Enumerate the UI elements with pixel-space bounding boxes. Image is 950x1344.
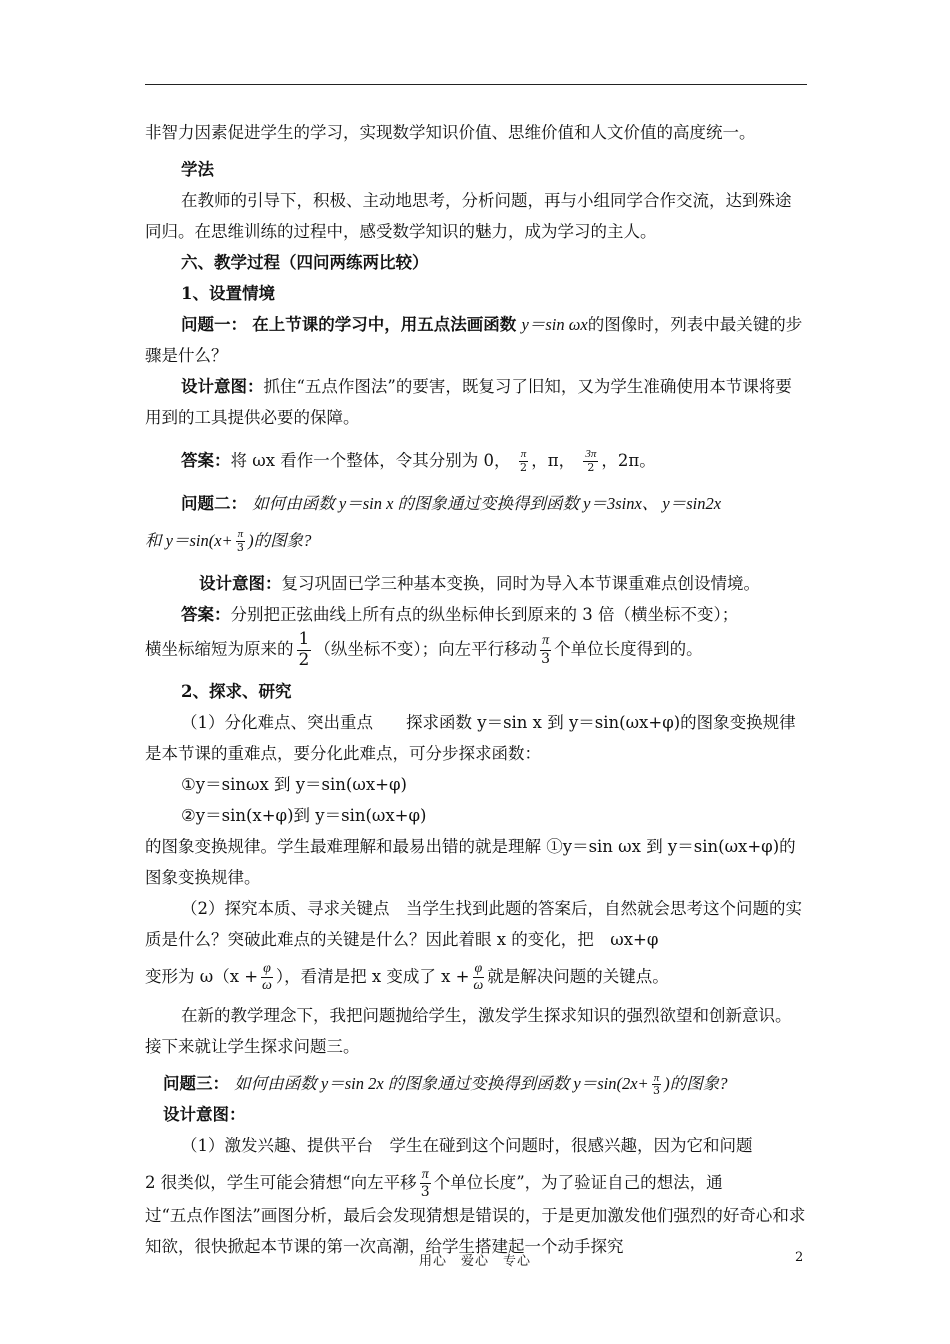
step-1: ①y＝sinωx 到 y＝sin(ωx+φ): [181, 775, 407, 795]
question-2-answer: 答案：分别把正弦曲线上所有点的纵坐标伸长到原来的 3 倍（横坐标不变）；: [181, 605, 739, 624]
subsection-2-heading: 2、探求、研究: [181, 682, 292, 702]
section-6-heading: 六、教学过程（四问两练两比较）: [181, 253, 429, 272]
explore-paragraph-2: （2）探究本质、寻求关键点 当学生找到此题的答案后，自然就会思考这个问题的实质是什么？突破此难点的关键是什么？因此着眼 x 的变化，把 ωx+φ: [145, 899, 802, 950]
question-1-intent: 设计意图：抓住“五点作图法”的要害，既复习了旧知，又为学生准确使用本节课将要用到的工具提供必要的保障。: [145, 377, 792, 427]
question-3-intent-heading: 设计意图：: [163, 1105, 246, 1125]
fraction-phi-over-omega: $\frac{\varphi}{\omega}$: [473, 961, 484, 994]
fraction-pi-over-3: $\frac{\pi}{3}$: [236, 528, 244, 554]
explore-paragraph-1-tail: 的图象变换规律。学生最难理解和最易出错的就是理解 ①y＝sin ωx 到 y＝sin(ωx+φ)的图象变换规律。: [145, 837, 796, 888]
step-2: ②y＝sin(x+φ)到 y＝sin(ωx+φ): [181, 806, 427, 826]
header-rule: [145, 84, 807, 85]
question-2-answer-line2: 横坐标缩短为原来的 $\frac{1}{2}$ （纵坐标不变）；向左平行移动 $\frac{\pi}{3}$ 个单位长度得到的。: [145, 629, 703, 670]
question-3-paragraph-3: 过“五点作图法”画图分析，最后会发现猜想是错误的，于是更加激发他们强烈的好奇心和求知欲，很快掀起本节课的第一次高潮，给学生搭建起一个动手探究: [145, 1206, 806, 1257]
explore-paragraph-1: （1）分化难点、突出重点 探求函数 y＝sin x 到 y＝sin(ωx+φ)的图象变换规律是本节课的重难点，要分化此难点，可分步探求函数：: [145, 713, 796, 764]
fraction-3pi-over-2: $\frac{3\pi}{2}$: [585, 448, 597, 474]
page-content: [145, 117, 807, 1262]
fraction-pi-over-3: $\frac{\pi}{3}$: [420, 1167, 430, 1201]
new-idea-paragraph: 在新的教学理念下，我把问题抛给学生，激发学生探求知识的强烈欲望和创新意识。接下来就让学生探求问题三。: [145, 1006, 792, 1057]
question-2-intent: 设计意图：复习巩固已学三种基本变换，同时为导入本节课重难点创设情境。: [199, 574, 760, 593]
subsection-1-heading: 1、设置情境: [181, 284, 275, 303]
xuefa-heading: 学法: [181, 160, 214, 179]
question-3: 问题三： 如何由函数 y＝sin 2x 的图象通过变换得到函数 y＝sin(2x+ $\frac{\pi}{3}$ )的图象?: [163, 1071, 728, 1098]
fraction-phi-over-omega: $\frac{\varphi}{\omega}$: [262, 961, 272, 994]
page-number: 2: [795, 1250, 804, 1265]
fraction-pi-over-3: $\frac{\pi}{3}$: [652, 1071, 660, 1098]
xuefa-paragraph: 在教师的引导下，积极、主动地思考，分析问题，再与小组同学合作交流，达到殊途同归。在思维训练的过程中，感受数学知识的魅力，成为学习的主人。: [145, 191, 792, 241]
question-2-line2: 和 y＝sin(x+ $\frac{\pi}{3}$ )的图象?: [145, 528, 312, 554]
question-1-answer: 答案：将 ωx 看作一个整体，令其分别为 0， $\frac{\pi}{2}$ ，π， $\frac{3\pi}{2}$ ，2π。: [181, 448, 656, 474]
question-2: 问题二： 如何由函数 y＝sin x 的图象通过变换得到函数 y＝3sinx、 y＝sin2x: [181, 494, 722, 513]
fraction-pi-over-3: $\frac{\pi}{3}$: [541, 633, 551, 667]
explore-paragraph-2-formula: 变形为 ω（x + $\frac{\varphi}{\omega}$ ），看清是把 x 变成了 x + $\frac{\varphi}{\omega}$ 就是解决问题的关键点。: [145, 961, 669, 994]
footer-motto: 用心 爱心 专心: [418, 1254, 531, 1269]
question-3-paragraph-1: （1）激发兴趣、提供平台 学生在碰到这个问题时，很感兴趣，因为它和问题: [181, 1136, 753, 1156]
question-1: 问题一： 在上节课的学习中，用五点法画函数 y＝sin ωx的图像时，列表中最关键的步骤是什么？: [145, 315, 803, 365]
question-3-paragraph-2: 2 很类似，学生可能会猜想“向左平移 $\frac{\pi}{3}$ 个单位长度”，为了验证自己的想法，通: [145, 1167, 723, 1201]
fraction-pi-over-2: $\frac{\pi}{2}$: [520, 448, 527, 474]
fraction-1-over-2: $\frac{1}{2}$: [298, 629, 310, 670]
paragraph-intro: 非智力因素促进学生的学习，实现数学知识价值、思维价值和人文价值的高度统一。: [145, 123, 756, 142]
